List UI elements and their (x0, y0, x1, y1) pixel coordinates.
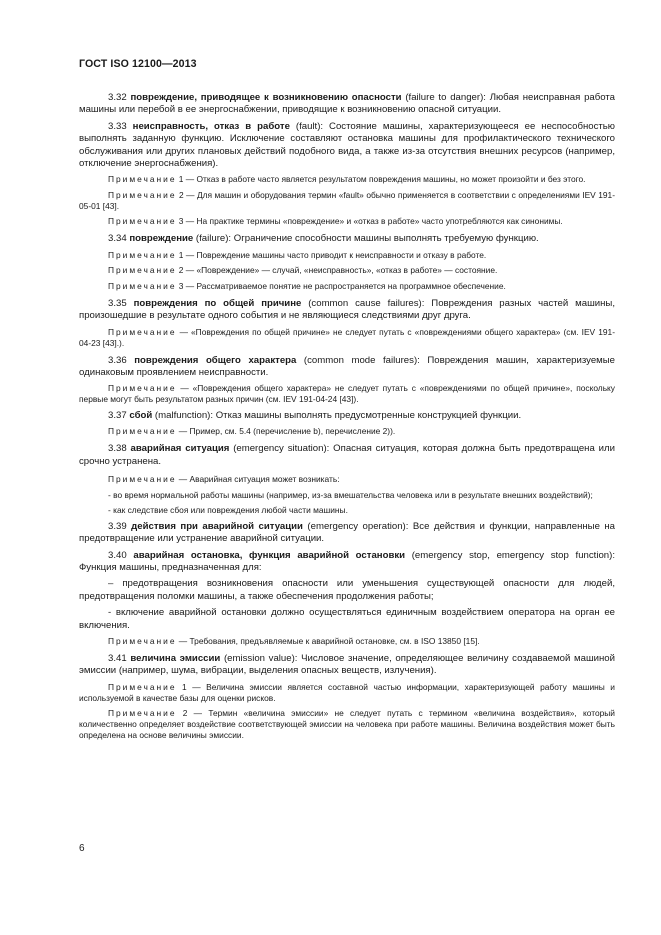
note-label: Примечание (108, 708, 177, 719)
term-definition: (emergency situation): Опасная ситуация, которая должна быть предотвращена или срочно устранена. (79, 443, 615, 467)
note-label: Примечание (108, 216, 177, 227)
term-name: повреждения по общей причине (133, 297, 302, 309)
note-label: Примечание (108, 681, 177, 692)
term-number: 3.33 (108, 120, 127, 132)
term-definition: (malfunction): Отказ машины выполнять предусмотренные конструкцией функции. (152, 409, 522, 421)
note-text: 2 — Термин «величина эмиссии» не следует путать с термином «величина воздействия», который количественно определяет воздействие соответствующей эмиссии на человека при работе машины. Величина воздействия может быть определена на основе величины эмиссии. (79, 708, 615, 741)
note (79, 327, 615, 349)
term-definition: (failure to danger): Любая неисправная работа машины или перебой в ее энергоснабжении, приводящие к возникновению опасной ситуации. (79, 92, 616, 116)
term-3-36 (79, 355, 615, 380)
note-label: Примечание (108, 383, 177, 394)
term-definition: (emission value): Числовое значение, определяющее величину создаваемой машиной эмиссии (например, шума, вибрации, выделения опасных веществ, излучения). (79, 652, 615, 677)
term-definition: (emergency stop, emergency stop function): Функция машины, предназначенная для: (79, 549, 616, 573)
term-3-34 (79, 233, 615, 245)
term-definition: (failure): Ограничение способности машины выполнять требуемую функцию. (193, 233, 539, 245)
term-name: неисправность, отказ в работе (132, 120, 290, 132)
term-number: 3.41 (108, 652, 127, 664)
note-label: Примечание (108, 174, 177, 185)
note-text: — Аварийная ситуация может возникать: (176, 474, 340, 485)
term-definition: (emergency operation): Все действия и функции, направленные на предотвращение или устранение аварийной ситуации. (79, 520, 616, 545)
term-name: повреждение, приводящее к возникновению опасности (130, 92, 402, 103)
note (79, 265, 615, 276)
term-number: 3.39 (108, 520, 127, 532)
term-number: 3.32 (108, 92, 127, 103)
note-text: — «Повреждения по общей причине» не следует путать с «повреждениями общего характера» (см. IEV 191-04-23 [43].). (79, 326, 615, 348)
term-name: величина эмиссии (130, 652, 221, 664)
note (79, 190, 615, 212)
note-text: — Требования, предъявляемые к аварийной остановке, см. в ISO 13850 [15]. (176, 635, 480, 646)
note-text: — «Повреждения общего характера» не следует путать с «повреждениями по общей причине», поскольку первые могут быть результатом разных причин (см. IEV 191-04-24 [43]). (79, 383, 615, 405)
list-item: – предотвращения возникновения опасности или уменьшения существующей опасности для людей, предотвращения поломки машины, а также обеспечения продолжения работы; (79, 578, 615, 602)
note-label: Примечание (108, 474, 177, 485)
term-definition: (common cause failures): Повреждения разных частей машины, произошедшие в результате одного события и не являющиеся следствиями друг друга. (79, 297, 615, 322)
note (79, 474, 615, 485)
document-body (79, 92, 615, 746)
term-definition: (fault): Состояние машины, характеризующееся ее неспособностью выполнять заданную функцию. Исключение составляют остановка машины для профилактического технического обслуживания или других плановых действий подобного вида, а также из-за отсутствия внешних ресурсов (например, отключение энергоснабжения). (79, 120, 615, 170)
list-item: - включение аварийной остановки должно осуществляться единичным воздействием оператора на орган ее включения. (79, 607, 615, 631)
term-name: действия при аварийной ситуации (131, 520, 303, 532)
note-label: Примечание (108, 635, 177, 646)
note-label: Примечание (108, 265, 177, 276)
note (79, 216, 615, 227)
note-text: 3 — На практике термины «повреждение» и «отказ в работе» часто употребляются как синонимы. (176, 216, 563, 227)
term-number: 3.36 (108, 354, 127, 366)
term-name: сбой (129, 409, 153, 421)
note-label: Примечание (108, 426, 177, 437)
note (79, 383, 615, 405)
note (79, 250, 615, 261)
note (79, 636, 615, 647)
term-definition: (common mode failures): Повреждения машин, характеризуемые одинаковым проявлением неисправности. (79, 354, 615, 379)
term-name: аварийная ситуация (130, 443, 230, 455)
term-3-33 (79, 121, 615, 171)
term-3-37 (79, 410, 615, 422)
note-text: 1 — Величина эмиссии является составной частью информации, характеризующей работу машины и используемой в качестве базы для оценки рисков. (79, 681, 615, 703)
note-text: 2 — «Повреждение» — случай, «неисправность», «отказ в работе» — состояние. (176, 265, 498, 276)
term-3-41 (79, 653, 615, 678)
page-number: 6 (79, 843, 85, 854)
note-label: Примечание (108, 249, 177, 260)
note-text: 2 — Для машин и оборудования термин «fault» обычно применяется в соответствии с определениями IEV 191-05-01 [43]. (79, 189, 615, 211)
note-text: 1 — Отказ в работе часто является результатом повреждения машины, но может произойти и без этого. (176, 174, 586, 185)
term-name: повреждение (129, 233, 194, 245)
note-text: 1 — Повреждение машины часто приводит к неисправности и отказу в работе. (176, 249, 487, 260)
term-number: 3.34 (108, 233, 127, 245)
term-number: 3.35 (108, 297, 127, 309)
term-3-32 (79, 92, 615, 117)
note-list-item: - во время нормальной работы машины (например, из-за вмешательства человека или в результате внешних воздействий); (108, 489, 593, 500)
note-text: — Пример, см. 5.4 (перечисление b), перечисление 2)). (176, 426, 396, 437)
note-label: Примечание (108, 280, 177, 291)
term-number: 3.38 (108, 443, 127, 455)
term-3-38 (79, 443, 615, 468)
term-number: 3.37 (108, 409, 127, 421)
note-list-item: - как следствие сбоя или повреждения любой части машины. (108, 505, 348, 516)
note (79, 174, 615, 185)
term-name: аварийная остановка, функция аварийной остановки (133, 549, 406, 561)
note (79, 426, 615, 437)
note-label: Примечание (108, 189, 177, 200)
term-3-39 (79, 521, 615, 546)
document-header: ГОСТ ISO 12100—2013 (79, 58, 197, 70)
term-name: повреждения общего характера (134, 354, 297, 366)
note (79, 281, 615, 292)
note-label: Примечание (108, 326, 177, 337)
note (79, 708, 615, 741)
term-3-40 (79, 550, 615, 575)
term-number: 3.40 (108, 549, 127, 561)
note (79, 682, 615, 704)
note-text: 3 — Рассматриваемое понятие не распространяется на программное обеспечение. (176, 280, 506, 291)
term-3-35 (79, 298, 615, 323)
